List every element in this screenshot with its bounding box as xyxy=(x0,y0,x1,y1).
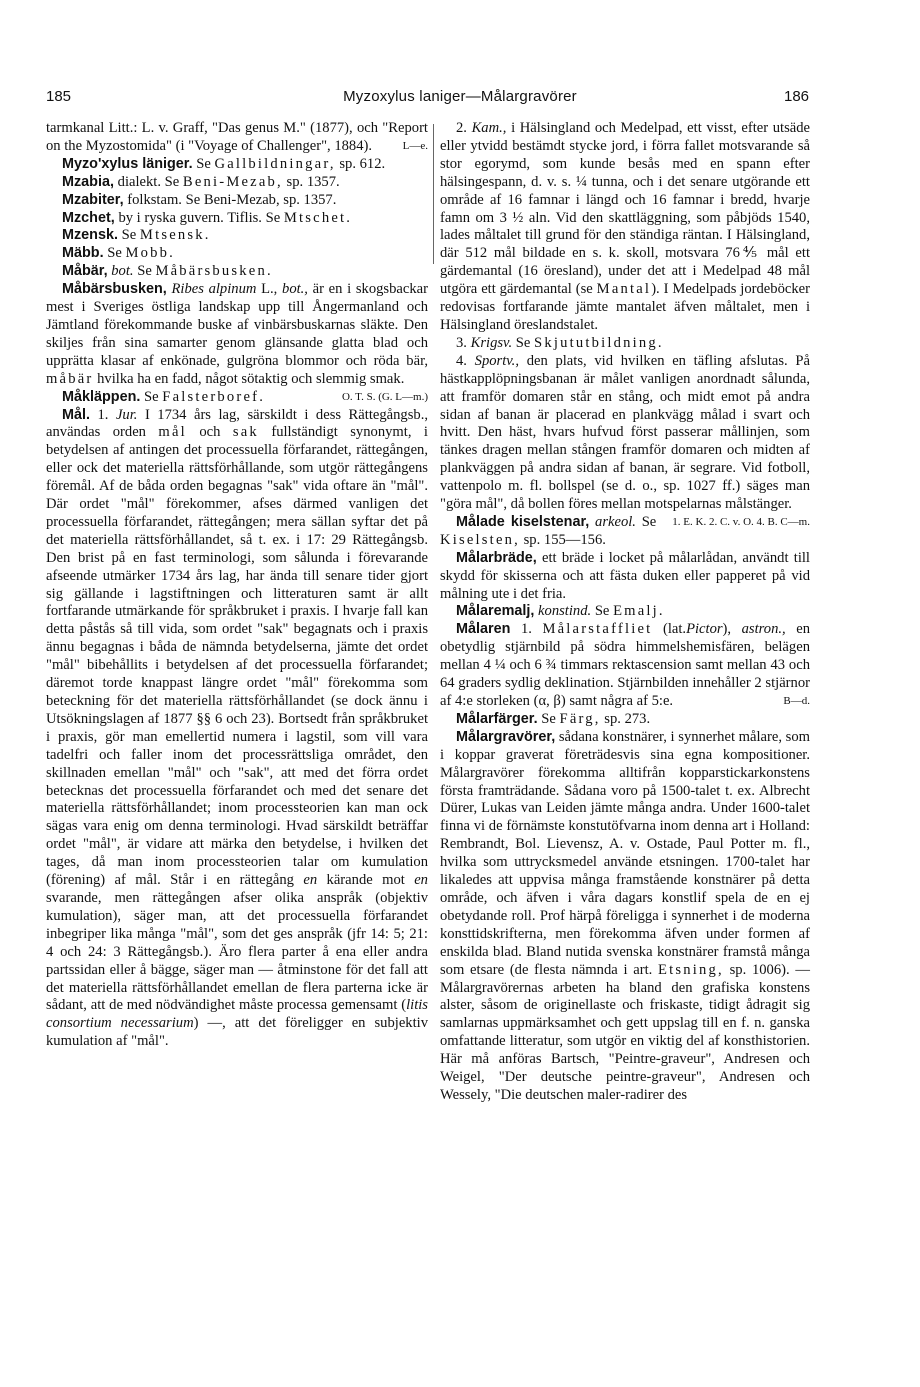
left-column xyxy=(46,120,428,1051)
entry-mal-3: 3. Krigsv. Se Skjututbildning. xyxy=(456,334,664,351)
entry-malaren: Målaren 1. Målarstaffliet (lat.Pictor), astron., en obetydlig stjärnbild på södra himmelshemisfären, belägen mellan 4 ¼ och 6 ¾ timmars rektascension samt mellan 43 och 64 graders sydlig deklination. Stjärnbilden innehåller 2 stjärnor af 4:e storleken (α, β) samt några af 5:e. B—d. xyxy=(440,621,810,709)
signature: L—e. xyxy=(402,139,428,152)
entry-mal: Mål. 1. Jur. I 1734 års lag, särskildt i dess Rättegångsb., användas orden mål och sak fullständigt synonymt, i betydelsen af antingen det processuella förfarandet, rättegången, eller ock det materiella rättsförhållande, som utgör rättegångens föremål. Af de båda orden begagnas "sak" vida oftare än "mål". Där ordet "mål" förekommer, afses därmed vanligen det processuella förfarandet, rättegången; mera sällan syftar det på det materiella rättsförhållandet, så t. ex. i 17: 29 Rättegångsb. Den brist på en fast terminologi, som sålunda i förevarande afseende utmärker 1734 års lag, har ända till senare tider gjort sig gällande i lagstiftningen och litteraturen samt är allt fortfarande utmärkande för språkbruket i praxis. I hvarje fall kan detta påstås så till vida, som ordet "sak" begagnats och i praxis ännu begagnas i båda de nämnda betydelserna, jämte det ordet "mål" bibehållits i betydelsen af det processuella förfarandet; däremot torde knappast längre ordet "mål" förekomma som beteckning för det materiella rättsförhållandet (se dock ännu i Utsökningslagen af 1877 §§ 6 och 23). Bortsedt från språkbruket i praxis, gör man emellertid numera i lagstil, som vill vara tadelfri och faller inom det processrättsliga området, den skillnaden emellan "mål" och "sak", att med det förra ordet betecknas det processuella förfarandet och med det senare det materiella rättsförhållandet; inom processteorien kan man ock sägas vara enig om denna terminologi. Hvad särskildt beträffar ordet "mål", är vidare att märka den betydelse, i hvilken det tages, då man inom processteorien talar om kumulation (förening) af mål. Står i en rättegång en kärande mot en svarande, men rättegången afser olika anspråk (objektiv kumulation), säger man, att det processuella förfarandet inbegriper lika många "mål", som det ges anspråk (jfr 14: 5; 21: 4 och 24: 3 Rättegångsb.). Äro flera parter å ena eller andra partssidan eller å bägge, säger man — åtminstone för det fall att det materiella rättsförhållandet emellan de flera parterna icke är sådant, att de med nödvändighet måste processa gemensamt (litis consortium necessarium) —, att det föreligger en subjektiv kumulation af "mål". xyxy=(46,406,428,1050)
cross-reference: måbär xyxy=(46,370,94,387)
headword: Mzabia, xyxy=(62,173,114,190)
headword: Mzensk. xyxy=(62,227,118,244)
entry-malade-kiselstenar: Målade kiselstenar, arkeol. Se Kiselsten, sp. 155—156. xyxy=(440,513,657,548)
signature: O. T. S. (G. L—m.) xyxy=(341,390,428,403)
headword: Måbär, xyxy=(62,263,108,280)
headword: Mzabiter, xyxy=(62,191,124,208)
headword: Måkläppen. xyxy=(62,388,141,405)
headword: Målaremalj, xyxy=(456,603,535,620)
entry-mabb: Mäbb. Se Mobb. xyxy=(62,245,175,262)
cross-reference: Mobb. xyxy=(125,245,175,262)
cross-reference: Kiselsten, xyxy=(440,531,520,548)
running-head: Myzoxylus laniger—Målargravörer xyxy=(343,88,577,105)
entry-malaremalj: Målaremalj, konstind. Se Emalj. xyxy=(456,603,665,620)
cross-reference: Måbärsbusken. xyxy=(155,263,273,280)
headword: Målade kiselstenar, xyxy=(456,513,590,530)
signature: B—d. xyxy=(783,695,810,707)
cross-reference: Mantal xyxy=(596,281,652,298)
entry-mzabiter: Mzabiter, folkstam. Se Beni-Mezab, sp. 1357. xyxy=(62,191,337,208)
page-number-right: 186 xyxy=(784,88,810,105)
entry-continuation: tarmkanal Litt.: L. v. Graff, "Das genus M." (1877), och "Report on the Myzostomida" (i "Voyage of Challenger", 1884). L—e. xyxy=(46,120,428,154)
page-number-left: 185 xyxy=(46,88,72,105)
entry-mal-2: 2. Kam., i Hälsingland och Medelpad, ett visst, efter utsäde eller ytvidd bestämdt stycke jord, i förra fallet motsvarande så stor egorymd, som kunde besås med en spann efter hälsingespann, d. v. s. ¼ tunna, och i det senare utgörande ett område af 16 famnar i längd och 16 famnar i bredd, hvarje famn om 3 ½ aln. Vid den skattläggning, som påbjöds 1540, lades måltalet till grund för den ständiga räntan. I Hälsingland, där 512 mål bildade en s. k. skoll, motsvara 76⅘ mål ett gärdemantal (16 öresland), under det att i Medelpad 48 mål utgöra ett gärdemantal (se Mantal). I Medelpads jordeböcker redovisas fortfarande jämte mantalet äfven måltalet, men i Hälsingland öreslandstalet. xyxy=(440,120,811,333)
headword: Mål. xyxy=(62,406,90,423)
entry-mabar: Måbär, bot. Se Måbärsbusken. xyxy=(62,263,273,280)
headword: Målargravörer, xyxy=(456,728,556,745)
cross-reference: Etsning, xyxy=(658,961,724,978)
entry-mabarsbusken: Måbärsbusken, Ribes alpinum L., bot., är en i skogsbackar mest i Sveriges östliga landskap upp till Ångermanland och Jämtland förekommande buske af vinbärsbuskarnas släkte. Den skiljes från sina samarter genom glänsande glatta blad och upprätta klasar af enkönade, gulgröna blommor och röda bär, måbär hvilka ha en fadd, något sötaktig och slemmig smak. O. T. S. (G. L—m.) xyxy=(46,281,428,388)
headword: Mäbb. xyxy=(62,245,104,262)
column-divider xyxy=(433,124,434,264)
headword: Myzo'xylus läniger. xyxy=(62,155,193,172)
cross-reference: Falsterboref. xyxy=(162,388,266,405)
cross-reference: Mtschet. xyxy=(283,209,353,226)
headword: Målaren xyxy=(456,621,511,638)
entry-malarfarger: Målarfärger. Se Färg, sp. 273. xyxy=(456,710,651,727)
signature: 1. E. K. 2. C. v. O. 4. B. C—m. xyxy=(672,515,810,528)
entry-myzoxylus: Myzo'xylus läniger. Se Gallbildningar, sp. 612. xyxy=(62,155,386,172)
cross-reference: Gallbildningar, xyxy=(214,155,336,172)
cross-reference: Färg, xyxy=(559,710,601,727)
headword: Målarfärger. xyxy=(456,710,538,727)
entry-mal-4: 4. Sportv., den plats, vid hvilken en täfling afslutas. På hästkapplöpningsbanan är målet vanligen anordnadt sålunda, att framför domaren står en stång, och midt emot på andra sidan af banan är placerad en plankvägg målad i svart och hvitt. Den häst, hvars hufvud först passerar mållinjen, som tänkes dragen mellan stången framför domaren och midten af plankväggen på andra sidan af banan, är segrare. Vid fotboll, vattenpolo m. fl. bollspel (se d. o., sp. 1027 ff.) säges man "göra mål", då bollen föres mellan motspelarnas målstänger. 1. E. K. 2. C. v. O. 4. B. C—m. xyxy=(440,353,810,514)
headword: Mzchet, xyxy=(62,209,115,226)
cross-reference: Emalj. xyxy=(613,603,665,620)
right-column xyxy=(440,120,810,1105)
cross-reference: Målarstaffliet xyxy=(542,621,653,638)
headword: Målarbräde, xyxy=(456,549,537,566)
entry-malargravorer: Målargravörer, sådana konstnärer, i synnerhet målare, som i koppar graverat företrädesvis sina egna kompositioner. Målargravörer förekomma alltifrån kopparstickarkonstens första framträdande. Sådana voro på 1500-talet t. ex. Albrecht Dürer, Lukas van Leiden jämte många andra. Under 1600-talet finna vi de förnämste konstutöfvarna inom denna art i Holland: Rembrandt, Bol. Lievensz, A. v. Ostade, Paul Potter m. fl., hvilka som uttrycksmedel använde etsningen. 1700-talet har likaledes att uppvisa många framstående konstnärer på detta område, och äfven i våra dagars konstlif spela de en ej obetydande roll. Prof härpå föreligga i synnerhet i de moderna konsttidskrifterna, men förekomma äfven under formen af enskilda blad. Bland nutida svenska konstnärer framstå många som etsare (de flesta nämnda i art. Etsning, sp. 1006). — Målargravörernas arbeten ha bland den grafiska konstens alster, såsom de originellaste och friskaste, tidigt ådragit sig samlarnas uppmärksamhet och gett uppslag till en f. n. ganska omfattande litteratur, som utgör en viktig del af konsthistorien. Här må anföras Bartsch, "Peintre-graveur", Andresen och Weigel, "Der deutsche peintre-graveur", Andresen och Wessely, "Die deutschen maler-radirer des xyxy=(440,728,810,1103)
cross-reference: Mtsensk. xyxy=(139,227,211,244)
cross-reference: Skjututbildning. xyxy=(534,334,664,351)
entry-mzchet: Mzchet, by i ryska guvern. Tiflis. Se Mtschet. xyxy=(62,209,353,226)
entry-maklappen: Måkläppen. Se Falsterboref. xyxy=(62,388,266,405)
headword: Måbärsbusken, xyxy=(62,281,167,298)
entry-mzabia: Mzabia, dialekt. Se Beni-Mezab, sp. 1357. xyxy=(62,173,340,190)
cross-reference: Beni-Mezab, xyxy=(182,173,283,190)
entry-malarbrade: Målarbräde, ett bräde i locket på målarlådan, användt till skydd för skisserna och att fästa duken eller papperet på vid målning ute i det fria. xyxy=(440,549,810,602)
entry-mzensk: Mzensk. Se Mtsensk. xyxy=(62,227,211,244)
